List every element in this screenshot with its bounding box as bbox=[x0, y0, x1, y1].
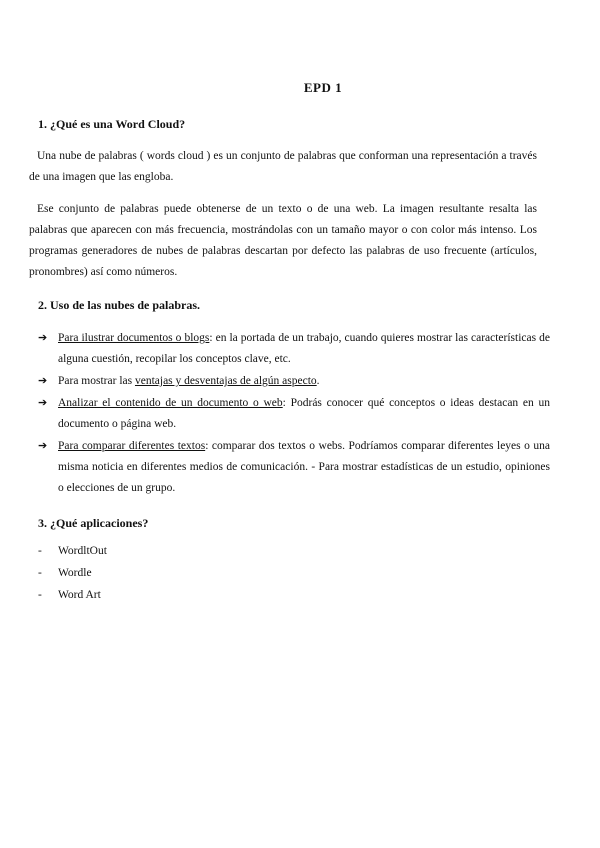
use-link[interactable]: ventajas y desventajas de algún aspecto bbox=[134, 375, 317, 387]
use-link[interactable]: Analizar el contenido de un documento o web bbox=[58, 397, 283, 409]
section1-paragraph2a-text: Ese conjunto de palabras puede obtenerse de un texto o de una web. La imagen resultante resalta las palabras que aparecen con más frecuencia, mostrándolas con un tamaño mayor o con color más intenso. bbox=[29, 203, 537, 236]
section2-heading: 2. Uso de las nubes de palabras. bbox=[38, 298, 201, 312]
list-item bbox=[38, 393, 550, 435]
arrow-bullet-icon: ➔ bbox=[38, 332, 48, 344]
use-description: : Podrás conocer qué conceptos o ideas destacan en un documento o página web. bbox=[58, 397, 550, 430]
dash-bullet-icon: - bbox=[38, 545, 42, 557]
section1-paragraph2 bbox=[29, 199, 537, 283]
use-description: . bbox=[316, 375, 320, 387]
use-link[interactable]: Para ilustrar documentos o blogs bbox=[58, 332, 210, 344]
document-title: EPD 1 bbox=[303, 80, 343, 95]
app-name: Word Art bbox=[58, 589, 101, 601]
apps-list bbox=[38, 540, 107, 606]
use-prefix: Para mostrar las bbox=[58, 375, 135, 387]
list-item bbox=[38, 436, 550, 499]
use-description: : comparar dos textos o webs. Podríamos comparar diferentes leyes o una misma noticia en diferentes medios de comunicación. - Para mostrar estadísticas de un estudio, opiniones o elecciones de un grupo. bbox=[58, 440, 550, 494]
dash-bullet-icon: - bbox=[38, 589, 42, 601]
section1-paragraph2b-text: Los programas generadores de nubes de palabras descartan por defecto las palabras de uso frecuente (artículos, pronombres) así como números. bbox=[29, 224, 538, 278]
list-item bbox=[38, 562, 107, 584]
app-name: WordltOut bbox=[58, 545, 107, 557]
use-description: : en la portada de un trabajo, cuando quieres mostrar las características de alguna cuestión, recopilar los conceptos clave, etc. bbox=[58, 332, 550, 365]
dash-bullet-icon: - bbox=[38, 567, 42, 579]
list-item bbox=[38, 328, 550, 370]
section3-heading: 3. ¿Qué aplicaciones? bbox=[38, 516, 149, 530]
app-name: Wordle bbox=[58, 567, 92, 579]
list-item bbox=[38, 371, 550, 392]
arrow-bullet-icon: ➔ bbox=[38, 375, 48, 387]
list-item bbox=[38, 584, 107, 606]
section1-paragraph1 bbox=[29, 146, 537, 188]
use-link[interactable]: Para comparar diferentes textos bbox=[58, 440, 206, 452]
uses-list bbox=[38, 328, 550, 500]
arrow-bullet-icon: ➔ bbox=[38, 440, 48, 452]
section1-heading: 1. ¿Qué es una Word Cloud? bbox=[38, 117, 186, 131]
list-item bbox=[38, 540, 107, 562]
section1-paragraph1-text: Una nube de palabras ( words cloud ) es un conjunto de palabras que conforman una representación a través de una imagen que las engloba. bbox=[29, 150, 537, 183]
arrow-bullet-icon: ➔ bbox=[38, 397, 48, 409]
